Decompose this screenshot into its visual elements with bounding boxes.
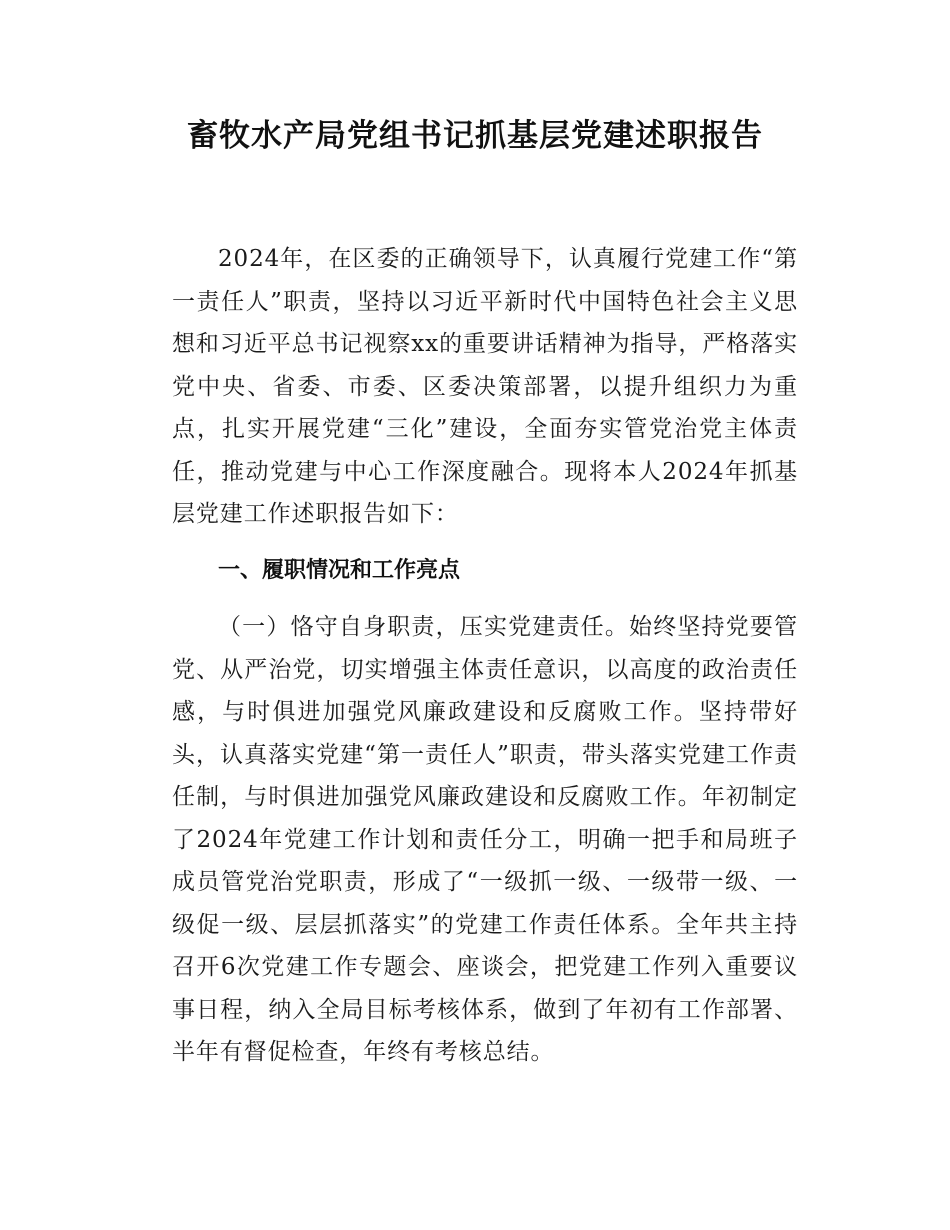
paragraph-gap <box>172 592 798 606</box>
intro-paragraph: 2024年，在区委的正确领导下，认真履行党建工作“第一责任人”职责，坚持以习近平新时代中国特色社会主义思想和习近平总书记视察xx的重要讲话精神为指导，严格落实党中央、省委、市委、区委决策部署，以提升组织力为重点，扎实开展党建“三化”建设，全面夯实管党治党主体责任，推动党建与中心工作深度融合。现将本人2024年抓基层党建工作述职报告如下： <box>172 246 798 527</box>
document-title: 畜牧水产局党组书记抓基层党建述职报告 <box>187 118 763 154</box>
paragraph-gap <box>172 536 798 550</box>
section-paragraph: （一）恪守自身职责，压实党建责任。始终坚持党要管党、从严治党，切实增强主体责任意识，以高度的政治责任感，与时俱进加强党风廉政建设和反腐败工作。坚持带好头，认真落实党建“第一责任人”职责，带头落实党建工作责任制，与时俱进加强党风廉政建设和反腐败工作。年初制定了2024年党建工作计划和责任分工，明确一把手和局班子成员管党治党职责，形成了“一级抓一级、一级带一级、一级促一级、层层抓落实”的党建工作责任体系。全年共主持召开6次党建工作专题会、座谈会，把党建工作列入重要议事日程，纳入全局目标考核体系，做到了年初有工作部署、半年有督促检查，年终有考核总结。 <box>172 614 798 1065</box>
section-heading: 一、履职情况和工作亮点 <box>218 557 461 583</box>
document-body <box>172 238 798 1074</box>
